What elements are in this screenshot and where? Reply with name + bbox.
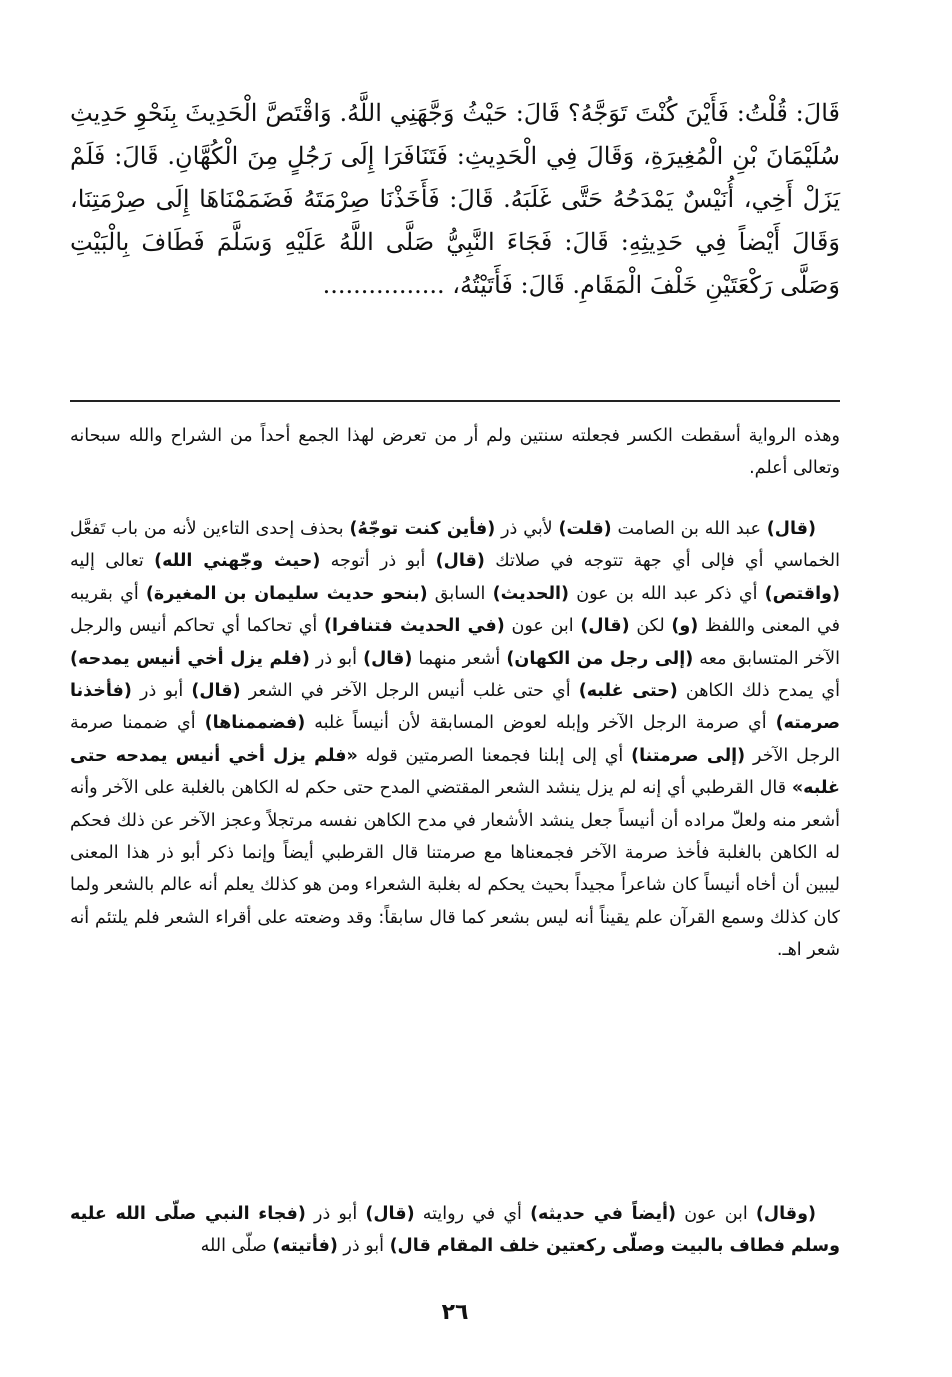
commentary-text: أشعر منهما bbox=[412, 648, 507, 669]
commentary-text: أي يمدح ذلك الكاهن bbox=[677, 681, 840, 702]
bold-quote: (حيث وجّهني الله) bbox=[154, 551, 321, 572]
bold-quote: (فجاء النبي صلّى الله عليه وسلم فطاف بالبيت وصلّى ركعتين خلف المقام قال) bbox=[70, 1204, 840, 1257]
commentary-runs-1 bbox=[70, 519, 840, 960]
commentary-text: أبو ذر bbox=[305, 1204, 366, 1224]
bold-quote: (واقتص) bbox=[764, 583, 841, 604]
bold-quote: (فضممناها) bbox=[204, 713, 306, 734]
hadith-text bbox=[70, 88, 840, 307]
commentary-text: أبو ذر bbox=[337, 1236, 390, 1257]
commentary-text: أي حتى غلب أنيس الرجل الآخر في الشعر bbox=[240, 681, 579, 702]
commentary-text: أبو ذر bbox=[131, 681, 192, 702]
bold-quote: (إلى رجل من الكهان) bbox=[506, 648, 694, 669]
commentary-text: السابق bbox=[427, 583, 493, 604]
commentary-paragraph-1 bbox=[70, 513, 840, 967]
bold-quote: (قال) bbox=[365, 1204, 415, 1224]
bold-quote: (في الحديث فتنافرا) bbox=[324, 616, 505, 637]
hadith-body: قَالَ: قُلْتُ: فَأَيْنَ كُنْتَ تَوَجَّهُ؟ قَالَ: حَيْثُ وَجَّهَنِي اللَّهُ. وَاقْتَصَّ الْحَدِيثَ بِنَحْوِ حَدِيثِ سُلَيْمَانَ بْنِ الْمُغِيرَةِ، وَقَالَ فِي الْحَدِيثِ: فَتَنَافَرَا إِلَى رَجُلٍ مِنَ الْكُهَّانِ. قَالَ: فَلَمْ يَزَلْ أَخِي، أُنَيْسٌ يَمْدَحُهُ حَتَّى غَلَبَهُ. قَالَ: فَأَخَذْنَا صِرْمَتَهُ فَضَمَمْنَاهَا إِلَى صِرْمَتِنَا، وَقَالَ أَيْضاً فِي حَدِيثِهِ: قَالَ: فَجَاءَ النَّبِيُّ صَلَّى اللَّهُ عَلَيْهِ وَسَلَّمَ فَطَافَ بِالْبَيْتِ وَصَلَّى رَكْعَتَيْنِ خَلْفَ الْمَقَامِ. قَالَ: فَأَتَيْتُهُ، bbox=[70, 99, 840, 299]
bold-quote: (فلم يزل أخي أنيس يمدحه) bbox=[70, 648, 310, 669]
bold-quote: (الحديث) bbox=[492, 583, 570, 604]
book-page bbox=[70, 88, 840, 1348]
bold-quote: (قلت) bbox=[558, 519, 612, 539]
commentary-text: أي ضممنا صرمة الرجل الآخر bbox=[70, 713, 841, 766]
commentary-paragraph-2 bbox=[70, 1198, 840, 1263]
commentary-text: قال القرطبي أي إنه لم يزل ينشد الشعر المقتضي المدح حتى حكم له الكاهن بالغلبة على الآخر وأنه أشعر منه ولعلّ مراده أن أنيساً جعل ينشد الأشعار في مدح الكاهن نفسه مرتجلاً وعجز الآخر عن ذلك فحكم له الكاهن بالغلبة فأخذ صرمة الآخر فجمعناها مع صرمتنا قال القرطبي أيضاً وإنما ذكر أبو ذر هذا المعنى ليبين أن أخاه أنيساً كان شاعراً مجيداً بحيث يحكم له بغلبة الشعراء ومن هو كذلك يعلم أنه عالم بالشعر ولما كان كذلك وسمع القرآن علم يقيناً أنه ليس بشعر كما قال سابقاً: وقد وضعته على أقراء الشعر فلم يلتئم أنه شعر اهـ. bbox=[70, 778, 840, 961]
commentary-text: أي بقريبه في المعنى واللفظ bbox=[70, 583, 840, 637]
bold-quote: (فأخذنا صرمته) bbox=[70, 681, 840, 734]
commentary-text: لأبي ذر bbox=[495, 519, 559, 539]
bold-quote: (قال) bbox=[766, 519, 817, 539]
bold-quote: «فلم يزل أخي أنيس يمدحه حتى غلبه» bbox=[70, 745, 840, 799]
bold-quote: (حتى غلبه) bbox=[578, 681, 678, 702]
commentary-text: أبو ذر أتوجه bbox=[320, 551, 436, 572]
commentary-text: أي صرمة الرجل الآخر وإبله لعوض المسابقة لأن أنيساً غلبه bbox=[305, 713, 776, 734]
bold-quote: (قال) bbox=[580, 616, 630, 637]
bold-quote: (وقال) bbox=[755, 1204, 817, 1224]
footnote-separator bbox=[70, 400, 840, 402]
bold-quote: (بنحو حديث سليمان بن المغيرة) bbox=[145, 583, 428, 604]
commentary-text: صلّى الله bbox=[200, 1236, 273, 1257]
commentary-text: لكن bbox=[629, 616, 672, 637]
commentary-text: أي إلى إبلنا فجمعنا الصرمتين قوله bbox=[357, 745, 632, 766]
commentary-text: أي ذكر عبد الله بن عون bbox=[569, 583, 765, 604]
commentary-text: ابن عون bbox=[504, 616, 581, 637]
bold-quote: (و) bbox=[671, 616, 699, 637]
bold-quote: (أيضاً في حديثه) bbox=[530, 1204, 677, 1224]
ellipsis-dots: ................ bbox=[322, 271, 445, 299]
footnote: وهذه الرواية أسقطت الكسر فجعلته سنتين ولم أر من تعرض لهذا الجمع أحداً من الشراح والله سبحانه وتعالى أعلم. bbox=[70, 426, 840, 478]
bold-quote: (فأين كنت توجّهُ) bbox=[349, 519, 496, 539]
commentary-text: أي تحاكما أي تحاكم أنيس والرجل الآخر المتسابق معه bbox=[70, 616, 840, 669]
commentary-text: عبد الله بن الصامت bbox=[611, 519, 767, 539]
commentary-text: ابن عون bbox=[676, 1204, 756, 1224]
bold-quote: (قال) bbox=[363, 648, 413, 669]
page-number: ٢٦ bbox=[441, 1300, 469, 1325]
commentary-runs-2 bbox=[70, 1204, 840, 1256]
commentary-text: تعالى إليه bbox=[70, 551, 155, 572]
bold-quote: (قال) bbox=[191, 681, 241, 702]
commentary-text: بحذف إحدى التاءين لأنه من باب تَفعَّل الخماسي أي فإلى أي جهة تتوجه في صلاتك bbox=[70, 519, 840, 572]
bold-quote: (قال) bbox=[435, 551, 485, 572]
bold-quote: (فأتيته) bbox=[272, 1236, 338, 1257]
bold-quote: (إلى صرمتنا) bbox=[631, 745, 746, 766]
commentary-text: أبو ذر bbox=[309, 648, 364, 669]
commentary-text: أي في روايته bbox=[414, 1204, 531, 1224]
